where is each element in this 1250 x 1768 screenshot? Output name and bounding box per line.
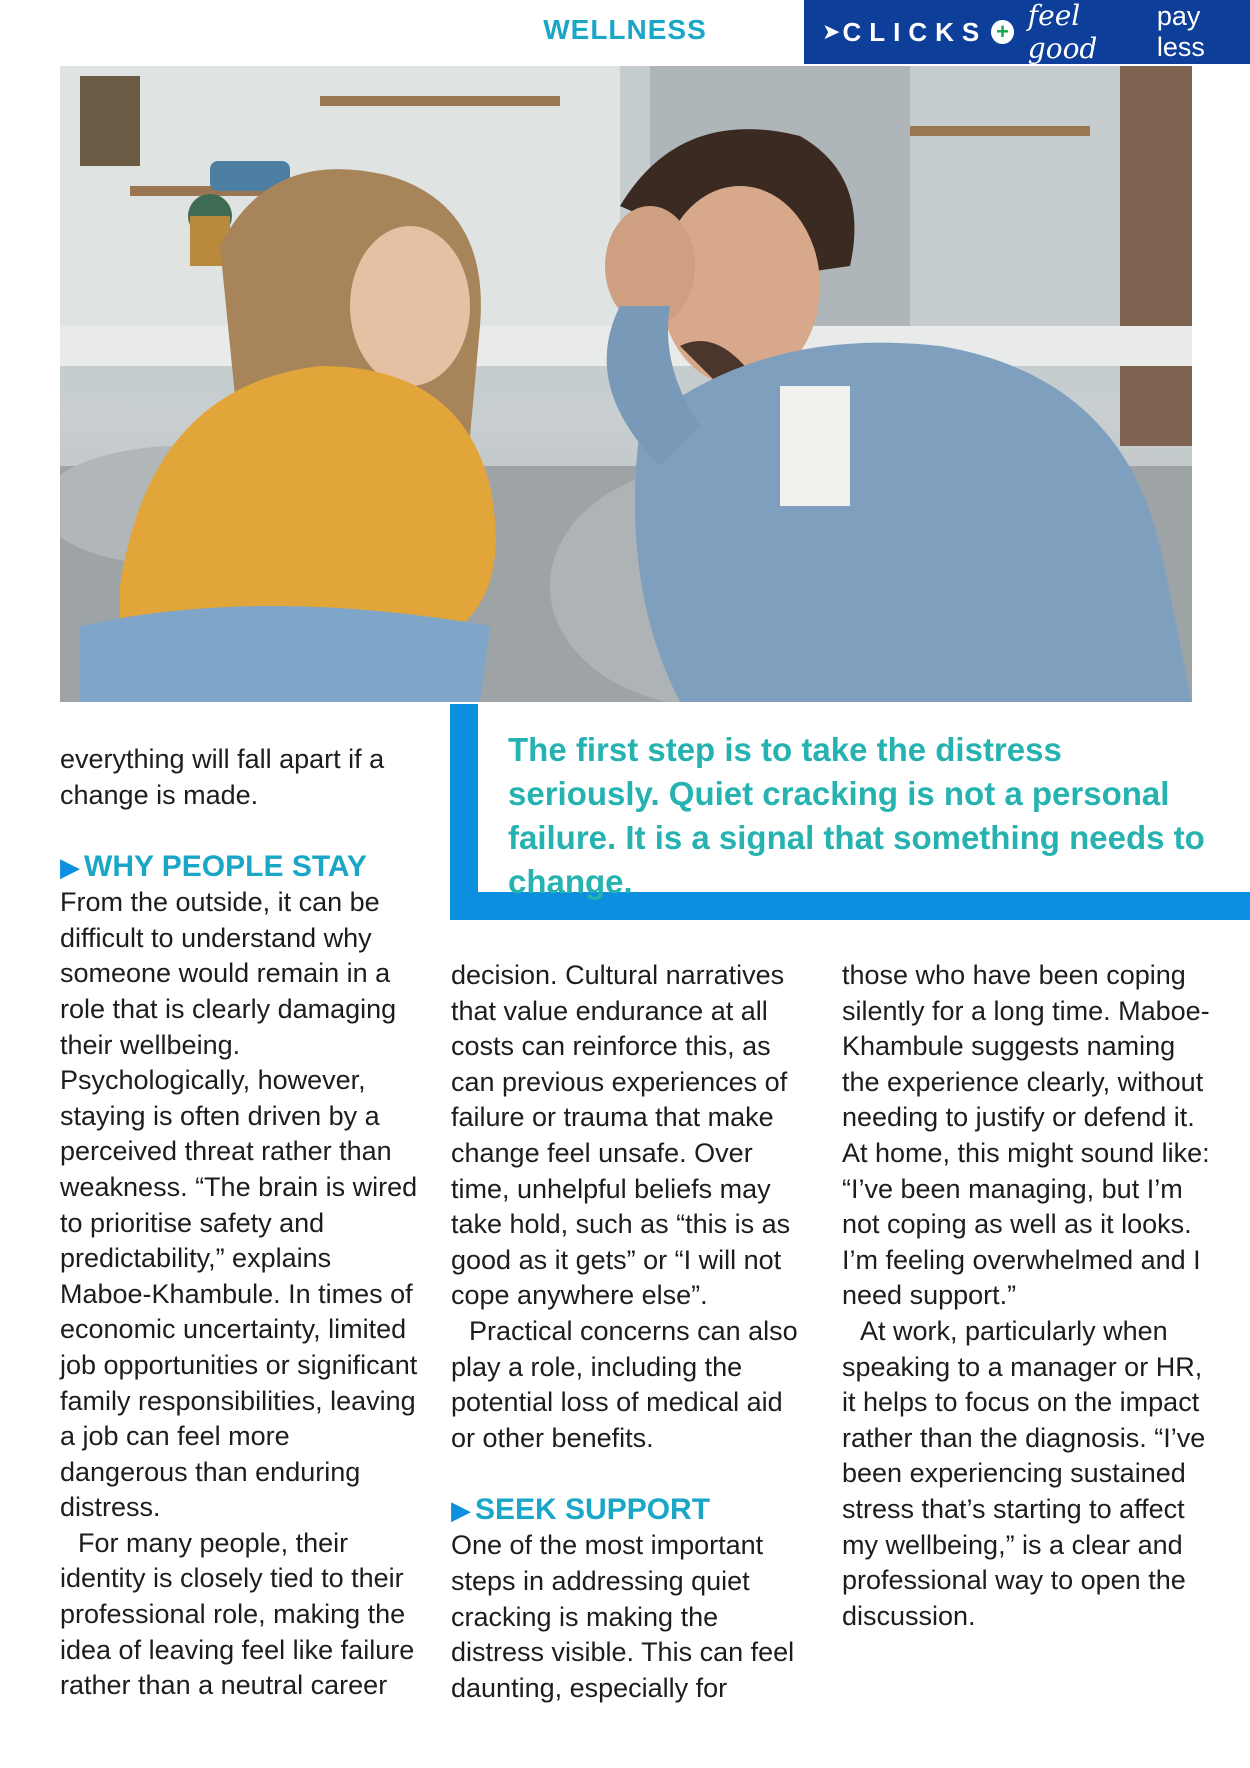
section-label: WELLNESS	[543, 14, 707, 45]
brand-banner	[804, 0, 1250, 64]
brand-swoosh-icon: ➤	[822, 19, 841, 44]
pull-quote-text: The first step is to take the distress seriously. Quiet cracking is not a personal failure. It is a signal that something needs to change.	[508, 731, 1205, 900]
paragraph-coping-silently: those who have been coping silently for a long time. Maboe-Khambule suggests naming the experience clearly, without needing to justify or defend it. At home, this might sound like: “I’ve been managing, but I’m not coping as well as it looks. I’m feeling overwhelmed and I need support.”	[842, 960, 1210, 1311]
paragraph-at-work: At work, particularly when speaking to a manager or HR, it helps to focus on the impact rather than the diagnosis. “I’ve been experiencing sustained stress that’s starting to affect my wellbeing,” is a clear and professional way to open the discussion.	[842, 1315, 1206, 1631]
article-column-2	[451, 958, 811, 1706]
heading-seek-support: ▶ SEEK SUPPORT	[451, 1493, 711, 1527]
hero-photo-illustration	[60, 66, 1192, 702]
pull-quote-box	[450, 704, 1250, 920]
paragraph-decision: decision. Cultural narratives that value endurance at all costs can reinforce this, as can previous experiences of failure or trauma that make change feel unsafe. Over time, unhelpful beliefs may take hold, such as “this is as good as it gets” or “I will not cope anywhere else”.	[451, 960, 791, 1311]
article-column-1	[60, 742, 420, 1704]
paragraph-identity: For many people, their identity is closely tied to their professional role, making the idea of leaving feel like failure rather than a neutral career	[60, 1527, 415, 1701]
paragraph-why-people-stay: From the outside, it can be difficult to understand why someone would remain in a role that is clearly damaging their wellbeing. Psychologically, however, staying is often driven by a perceived threat rather than weakness. “The brain is wired to prioritise safety and predictability,” explains Maboe-Khambule. In times of economic uncertainty, limited job opportunities or significant family responsibilities, leaving a job can feel more dangerous than enduring distress.	[60, 887, 418, 1523]
paragraph-practical-concerns: Practical concerns can also play a role, including the potential loss of medical aid or other benefits.	[451, 1315, 798, 1453]
paragraph-intro: everything will fall apart if a change is made.	[60, 744, 385, 810]
triangle-arrow-icon: ▶	[60, 852, 80, 883]
brand-plus-icon: +	[991, 20, 1014, 44]
triangle-arrow-icon: ▶	[451, 1495, 471, 1526]
brand-name: CLICKS	[842, 16, 988, 47]
brand-tagline-script: feel good	[1027, 0, 1098, 65]
hero-photo	[60, 66, 1192, 702]
paragraph-seek-support: One of the most important steps in addressing quiet cracking is making the distress visible. This can feel daunting, especially for	[451, 1530, 795, 1703]
brand-tagline: pay less	[1156, 1, 1205, 62]
heading-why-people-stay: ▶ WHY PEOPLE STAY	[60, 850, 367, 884]
article-column-3	[842, 958, 1212, 1634]
